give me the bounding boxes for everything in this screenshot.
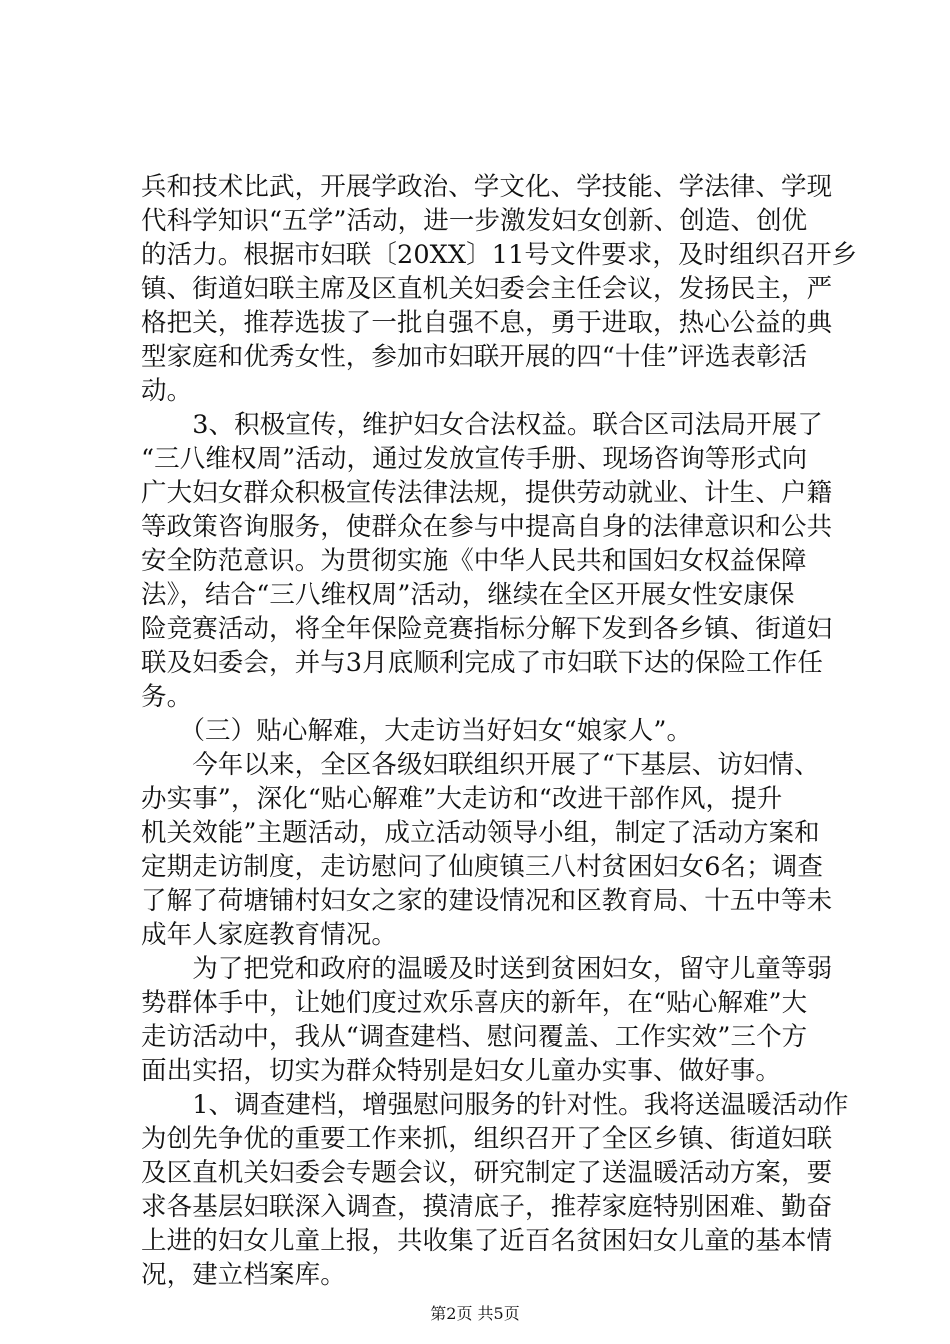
body-text-line: 安全防范意识。为贯彻实施《中华人民共和国妇女权益保障	[141, 546, 807, 576]
body-text-line: 务。	[141, 682, 193, 712]
body-text-line: 3、积极宣传，维护妇女合法权益。联合区司法局开展了	[141, 410, 823, 440]
body-text-line: 等政策咨询服务，使群众在参与中提高自身的法律意识和公共	[141, 512, 833, 542]
body-text-line: 走访活动中，我从“调查建档、慰问覆盖、工作实效”三个方	[141, 1022, 808, 1052]
body-text-line: 兵和技术比武，开展学政治、学文化、学技能、学法律、学现	[141, 172, 833, 202]
body-text-line: 格把关，推荐选拔了一批自强不息，勇于进取，热心公益的典	[141, 308, 833, 338]
body-text-line: “三八维权周”活动，通过发放宣传手册、现场咨询等形式向	[141, 444, 808, 474]
body-text-line: 广大妇女群众积极宣传法律法规，提供劳动就业、计生、户籍	[141, 478, 833, 508]
body-text-line: 面出实招，切实为群众特别是妇女儿童办实事、做好事。	[141, 1056, 782, 1086]
page-number-footer: 第2页 共5页	[430, 1304, 520, 1323]
body-text-line: 求各基层妇联深入调查，摸清底子，推荐家庭特别困难、勤奋	[141, 1192, 833, 1222]
body-text-line: 势群体手中，让她们度过欢乐喜庆的新年，在“贴心解难”大	[141, 988, 808, 1018]
body-text-line: 定期走访制度，走访慰问了仙庾镇三八村贫困妇女6名；调查	[141, 852, 823, 882]
body-text-line: 险竞赛活动，将全年保险竞赛指标分解下发到各乡镇、街道妇	[141, 614, 833, 644]
body-text-line: 成年人家庭教育情况。	[141, 920, 398, 950]
body-text-line: 型家庭和优秀女性，参加市妇联开展的四“十佳”评选表彰活	[141, 342, 808, 372]
body-text-line: 上进的妇女儿童上报，共收集了近百名贫困妇女儿童的基本情	[141, 1226, 833, 1256]
body-text-line: 1、调查建档，增强慰问服务的针对性。我将送温暖活动作	[141, 1090, 849, 1120]
body-text-line: 为创先争优的重要工作来抓，组织召开了全区乡镇、街道妇联	[141, 1124, 833, 1154]
body-text-line: 今年以来，全区各级妇联组织开展了“下基层、访妇情、	[141, 750, 820, 780]
body-text-line: 联及妇委会，并与3月底顺利完成了市妇联下达的保险工作任	[141, 648, 823, 678]
body-text-line: 办实事”，深化“贴心解难”大走访和“改进干部作风，提升	[141, 784, 783, 814]
body-text-line: 的活力。根据市妇联〔20XX〕11号文件要求，及时组织召开乡	[141, 240, 858, 270]
body-text-line: 动。	[141, 376, 193, 406]
section-heading: （三）贴心解难，大走访当好妇女“娘家人”。	[141, 716, 693, 746]
body-text-line: 机关效能”主题活动，成立活动领导小组，制定了活动方案和	[141, 818, 820, 848]
body-text-line: 了解了荷塘铺村妇女之家的建设情况和区教育局、十五中等未	[141, 886, 833, 916]
body-text-line: 为了把党和政府的温暖及时送到贫困妇女，留守儿童等弱	[141, 954, 833, 984]
body-text-line: 况，建立档案库。	[141, 1260, 346, 1290]
body-text-line: 及区直机关妇委会专题会议，研究制定了送温暖活动方案，要	[141, 1158, 833, 1188]
body-text-line: 法》，结合“三八维权周”活动，继续在全区开展女性安康保	[141, 580, 795, 610]
body-text-line: 代科学知识“五学”活动，进一步激发妇女创新、创造、创优	[141, 206, 808, 236]
body-text-line: 镇、街道妇联主席及区直机关妇委会主任会议，发扬民主，严	[141, 274, 833, 304]
